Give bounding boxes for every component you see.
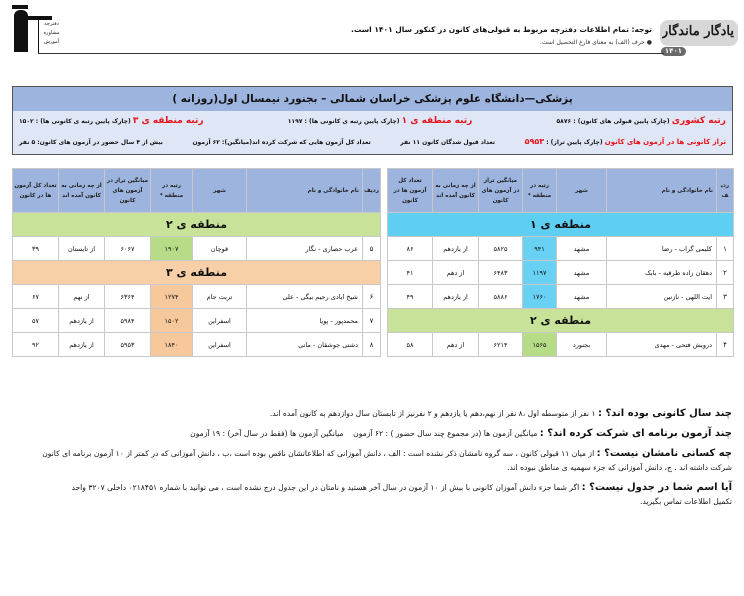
student-name: عرب حصاری - نگار [247, 237, 363, 261]
col-since: از چه زمانی به کانون آمده اند [433, 169, 479, 213]
notes-section [20, 404, 732, 512]
students-table-right [387, 168, 734, 357]
table-row [13, 237, 381, 261]
joined-since: از دهم [433, 333, 479, 357]
avg-score: ۶۲۱۴ [479, 333, 523, 357]
notice-text: توجه: تمام اطلاعات دفترچه مربوط به قبولی‌های کانون در کنکور سال ۱۴۰۱ است. [351, 25, 652, 34]
program-stats [13, 111, 732, 154]
region-rank: ۱۵۶۵ [523, 333, 557, 357]
col-name: نام خانوادگی و نام [247, 169, 363, 213]
note-question: آیا اسم شما در جدول نیست؟ : [581, 482, 732, 493]
col-rank: رتبه در منطقه * [523, 169, 557, 213]
region3-rank-label: رتبه منطقه ی ۳ [132, 116, 204, 126]
student-name: محمدپور - پویا [247, 309, 363, 333]
note-question: چه کسانی نامشان نیست؟ : [596, 448, 732, 459]
region1-rank-label: رتبه منطقه ی ۱ [401, 116, 473, 126]
brand-year: ۱۴۰۱ [661, 47, 686, 56]
score-value: ۵۹۵۳ [524, 137, 545, 146]
region-rank: ۹۴۱ [523, 237, 557, 261]
region3-rank [19, 115, 204, 128]
avg-score: ۶۳۶۴ [105, 285, 151, 309]
col-avg-score: میانگین تراز در آزمون های کانون [105, 169, 151, 213]
logo-line: دفترچه [44, 21, 59, 27]
note-continuation: تکمیل اطلاعات تماس بگیرید. [639, 497, 732, 506]
table-row [388, 285, 734, 309]
region-label: منطقه ی ۲ [13, 213, 381, 237]
student-city: مشهد [557, 261, 607, 285]
total-exams: ۵۷ [13, 309, 59, 333]
col-total-exams: تعداد کل آزمون ها در کانون [388, 169, 433, 213]
row-index: ۸ [363, 333, 381, 357]
row-index: ۱ [717, 237, 734, 261]
row-index: ۵ [363, 237, 381, 261]
region-label: منطقه ی ۳ [13, 261, 381, 285]
student-city: اسفراین [193, 333, 247, 357]
student-city: اسفراین [193, 309, 247, 333]
total-exams: ۴۹ [388, 285, 433, 309]
student-name: کلیمی گراب - رضا [607, 237, 717, 261]
avg-score: ۵۸۸۶ [479, 285, 523, 309]
student-name: ایت اللهی - نازنین [607, 285, 717, 309]
program-summary [12, 86, 733, 155]
joined-since: از یازدهم [433, 237, 479, 261]
note-answer: ۱ نفر از متوسطه اول ،۸ نفر از نهم،دهم یا یازدهم و ۲ نفرنیز از تابستان سال دوازدهم به کانون آمده اند. [269, 409, 598, 418]
col-city: شهر [557, 169, 607, 213]
col-avg-score: میانگین تراز در آزمون های کانون [479, 169, 523, 213]
joined-since: از تابستان [59, 237, 105, 261]
admitted-count: تعداد قبول شدگان کانون ۱۱ نفر [400, 138, 496, 146]
joined-since: از یازدهم [59, 333, 105, 357]
student-city: مشهد [557, 237, 607, 261]
avg-exams: تعداد کل آزمون هایی که شرکت کرده اند(میانگین): ۶۲ آزمون [192, 138, 371, 146]
note-answer: اگر شما جزء دانش آموزان کانونی با بیش از ۱۰ آزمون در سال آخر هستید و نامتان در این جدول درج نشده است ، می توانید با شماره ۰۲۱۸۴۵۱ داخلی ۳۲۰۷ واحد [71, 483, 582, 492]
stats-line-counts [19, 132, 726, 153]
region-rank: ۱۱۹۷ [523, 261, 557, 285]
student-name: دشتی جوشقان - مانی [247, 333, 363, 357]
region-header-row [388, 213, 734, 237]
header-text [182, 24, 652, 47]
score-quartile [525, 136, 726, 149]
region-header-row [388, 309, 734, 333]
note-years [20, 404, 732, 424]
note-answer: میانگین آزمون ها (در مجموع چند سال حضور ) : ۶۲ آزمون میانگین آزمون ها (فقط در سال آخر) : ۱۹ آزمون [190, 429, 540, 438]
table-row [13, 309, 381, 333]
region-rank: ۱۵۰۲ [151, 309, 193, 333]
score-desc: (چارک پایین تراز) : [546, 139, 603, 146]
avg-score: ۵۹۵۳ [105, 333, 151, 357]
brand-badge [658, 16, 738, 60]
region-label: منطقه ی ۲ [388, 309, 734, 333]
row-index: ۷ [363, 309, 381, 333]
table-row [13, 333, 381, 357]
students-table-left [12, 168, 381, 357]
total-exams: ۸۶ [388, 237, 433, 261]
row-index: ۴ [717, 333, 734, 357]
col-row: ردیف [717, 169, 734, 213]
score-label: تراز کانونی ها در آزمون های کانون [604, 138, 726, 146]
table-row [388, 237, 734, 261]
logo-line: مشاوره [43, 30, 60, 36]
total-exams: ۴۱ [388, 261, 433, 285]
col-city: شهر [193, 169, 247, 213]
total-exams: ۶۷ [13, 285, 59, 309]
avg-score: ۵۸۲۵ [479, 237, 523, 261]
national-rank [557, 115, 727, 128]
row-index: ۲ [717, 261, 734, 285]
region-label: منطقه ی ۱ [388, 213, 734, 237]
region-header-row [13, 261, 381, 285]
graduate-logo [8, 2, 66, 54]
national-rank-label: رتبه کشوری [671, 116, 726, 126]
student-city: بجنورد [557, 333, 607, 357]
region-rank: ۱۸۴۰ [151, 333, 193, 357]
student-city: تربت جام [193, 285, 247, 309]
note-exams [20, 424, 732, 444]
table-row [13, 285, 381, 309]
avg-score: ۶۴۸۳ [479, 261, 523, 285]
student-city: مشهد [557, 285, 607, 309]
logo-board [38, 20, 64, 54]
stats-line-ranks [19, 111, 726, 132]
note-question: چند آزمون برنامه ای شرکت کرده اند؟ : [539, 428, 732, 439]
total-exams: ۳۹ [13, 237, 59, 261]
region1-rank [288, 115, 473, 128]
region-header-row [13, 213, 381, 237]
region-rank: ۱۲۷۴ [151, 285, 193, 309]
region3-rank-value: (چارک پایین رتبه ی کانونی ها) : ۱۵۰۲ [19, 118, 131, 125]
col-total-exams: تعداد کل آزمون ها در کانون [13, 169, 59, 213]
graduation-cap-icon [12, 5, 28, 9]
row-index: ۶ [363, 285, 381, 309]
student-city: قوچان [193, 237, 247, 261]
joined-since: از یازدهم [433, 285, 479, 309]
over-years: بیش از ۴ سال حضور در آزمون های کانون: ۵ نفر [19, 138, 163, 146]
note-answer: از میان ۱۱ قبولی کانون ، سه گروه نامشان ذکر نشده است : الف ، دانش آموزانی که اطلاعاتشان ناقص بوده است ،ب ، دانش آموزانی که در کمتر از ۱۰ آزمون برنامه ای کانون [42, 449, 597, 458]
student-name: درویش فتحی - مهدی [607, 333, 717, 357]
row-index: ۳ [717, 285, 734, 309]
joined-since: از یازدهم [59, 309, 105, 333]
col-since: از چه زمانی به کانون آمده اند [59, 169, 105, 213]
note-continuation: شرکت داشته اند . ج، دانش آموزانی که جزء سهمیه ی مناطق نبوده اند. [507, 463, 732, 472]
region-rank: ۱۷۶۰ [523, 285, 557, 309]
footnote-text: ● حرف (الف) به معنای فارغ التحصیل است. [540, 39, 652, 46]
joined-since: از دهم [433, 261, 479, 285]
total-exams: ۵۸ [388, 333, 433, 357]
student-name: شیخ ابادی رحیم بیگی - علی [247, 285, 363, 309]
joined-since: از نهم [59, 285, 105, 309]
brand-name: یادگار ماندگار [662, 24, 734, 39]
table-row [388, 261, 734, 285]
table-row [388, 333, 734, 357]
note-question: چند سال کانونی بوده اند؟ : [597, 408, 732, 419]
note-not-listed [20, 478, 732, 498]
col-name: نام خانوادگی و نام [607, 169, 717, 213]
national-rank-value: (چارک پایین قبولی های کانون) : ۵۸۷۶ [556, 118, 670, 125]
col-rank: رتبه در منطقه * [151, 169, 193, 213]
avg-score: ۶۰۶۷ [105, 237, 151, 261]
total-exams: ۹۲ [13, 333, 59, 357]
col-row: ردیف [363, 169, 381, 213]
region-rank: ۱۹۰۷ [151, 237, 193, 261]
page-header [0, 0, 744, 62]
region1-rank-value: (چارک پایین رتبه ی کانونی ها) : ۱۱۹۷ [287, 118, 400, 125]
header-divider [38, 53, 664, 54]
program-title: پزشکی—دانشگاه علوم پزشکی خراسان شمالی – بجنورد نیمسال اول(روزانه ) [13, 87, 732, 111]
logo-line: آموزش [43, 39, 60, 45]
student-name: دهقان زاده طرقبه - بابک [607, 261, 717, 285]
avg-score: ۵۹۸۴ [105, 309, 151, 333]
